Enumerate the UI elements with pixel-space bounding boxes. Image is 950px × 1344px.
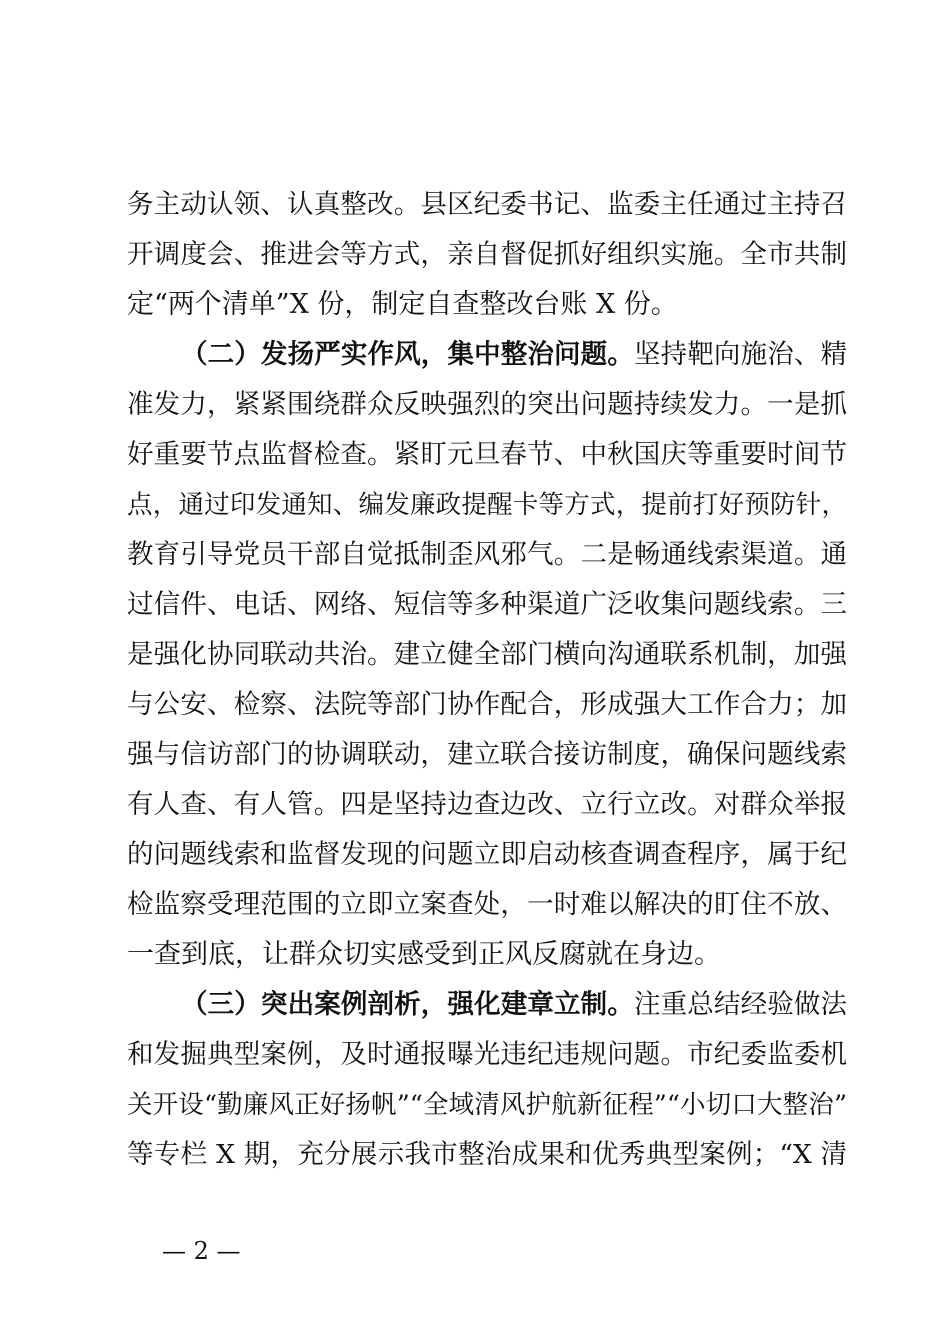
body-line: 有人查、有人管。四是坚持边查边改、立行立改。对群众举报 [127,789,847,820]
body-line: 准发力，紧紧围绕群众反映强烈的突出问题持续发力。一是抓 [127,389,847,420]
body-line: 开调度会、推进会等方式，亲自督促抓好组织实施。全市共制 [127,239,847,270]
body-line: 是强化协同联动共治。建立健全部门横向沟通联系机制，加强 [127,639,847,670]
section-first-line [181,985,847,1025]
body-line: 的问题线索和监督发现的问题立即启动核查调查程序，属于纪 [127,839,847,870]
body-line: 与公安、检察、法院等部门协作配合，形成强大工作合力；加 [127,689,847,720]
section-heading: （二）发扬严实作风，集中整治问题。 [181,339,634,370]
body-line: 和发掘典型案例，及时通报曝光违纪违规问题。市纪委监委机 [127,1039,847,1070]
body-line: 关开设“勤廉风正好扬帆”“全域清风护航新征程”“小切口大整治” [127,1090,847,1120]
body-line: 检监察受理范围的立即立案查处，一时难以解决的盯住不放、 [127,889,847,920]
section-lead-text: 注重总结经验做法 [633,989,848,1020]
body-line: 教育引导党员干部自觉抵制歪风邪气。二是畅通线索渠道。通 [127,539,847,570]
section-lead-text: 坚持靶向施治、精 [633,339,848,370]
page-number: — 2 — [162,1237,241,1265]
body-line: 定“两个清单”X 份，制定自查整改台账 X 份。 [127,289,678,320]
body-line: 过信件、电话、网络、短信等多种渠道广泛收集问题线索。三 [127,589,847,620]
body-line: 等专栏 X 期，充分展示我市整治成果和优秀典型案例；“X 清 [127,1139,847,1170]
body-line: 点，通过印发通知、编发廉政提醒卡等方式，提前打好预防针， [127,490,847,520]
body-line: 务主动认领、认真整改。县区纪委书记、监委主任通过主持召 [127,189,847,220]
body-line: 强与信访部门的协调联动，建立联合接访制度，确保问题线索 [127,739,847,770]
body-line: 好重要节点监督检查。紧盯元旦春节、中秋国庆等重要时间节 [127,439,847,470]
section-heading: （三）突出案例剖析，强化建章立制。 [181,989,634,1020]
body-line: 一查到底，让群众切实感受到正风反腐就在身边。 [127,939,721,970]
section-first-line [181,335,847,375]
